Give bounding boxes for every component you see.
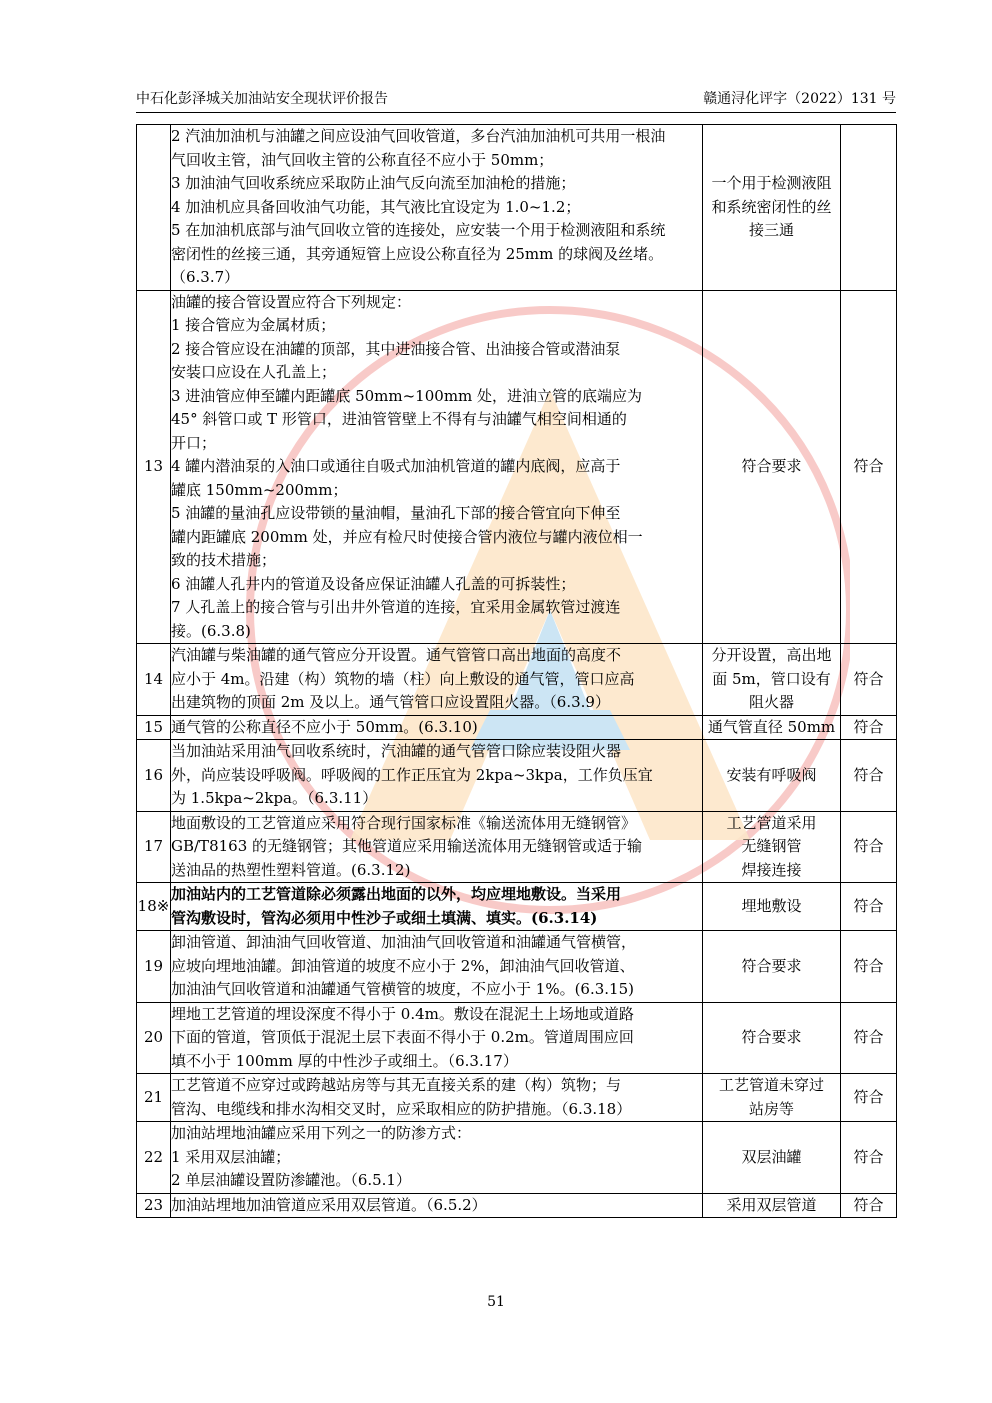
requirement-line: 7 人孔盖上的接合管与引出井外管道的连接，宜采用金属软管过渡连 [171, 598, 621, 616]
evaluation-table [136, 124, 897, 1218]
evaluation-result: 符合 [841, 290, 897, 644]
requirement-line: 4 加油机应具备回收油气功能，其气液比宜设定为 1.0~1.2； [171, 197, 581, 216]
requirement-line: 加油站内的工艺管道除必须露出地面的以外，均应埋地敷设。当采用 [171, 885, 622, 903]
item-number: 22 [137, 1122, 171, 1194]
requirement-text [171, 644, 703, 716]
page-header [136, 86, 896, 113]
requirement-line: 3 加油油气回收系统应采取防止油气反向流至加油枪的措施； [171, 174, 576, 192]
requirement-line: 地面敷设的工艺管道应采用符合现行国家标准《输送流体用无缝钢管》 [171, 813, 637, 832]
status-line: 符合要求 [741, 457, 802, 475]
requirement-line: 4 罐内潜油泵的入油口或通往自吸式加油机管道的罐内底阀，应高于 [171, 457, 621, 475]
requirement-text [171, 1074, 703, 1122]
requirement-text [171, 125, 703, 291]
item-number: 14 [137, 644, 171, 716]
evaluation-result [841, 125, 897, 291]
item-number: 17 [137, 811, 171, 883]
requirement-line: 油罐的接合管设置应符合下列规定： [171, 292, 412, 311]
requirement-line: 罐底 150mm~200mm； [171, 480, 348, 499]
requirement-line: 气回收主管，油气回收主管的公称直径不应小于 50mm； [171, 150, 554, 169]
item-number: 15 [137, 715, 171, 740]
requirement-line: 密闭性的丝接三通，其旁通短管上应设公称直径为 25mm 的球阀及丝堵。 [171, 244, 664, 263]
actual-status [703, 1074, 841, 1122]
evaluation-result: 符合 [841, 811, 897, 883]
requirement-line: 2 单层油罐设置防渗罐池。（6.5.1） [171, 1171, 411, 1189]
requirement-line: 卸油管道、卸油油气回收管道、加油油气回收管道和油罐通气管横管， [171, 933, 637, 951]
requirement-line: 6 油罐人孔井内的管道及设备应保证油罐人孔盖的可拆装性； [171, 574, 576, 593]
requirement-line: 5 在加油机底部与油气回收立管的连接处，应安装一个用于检测液阻和系统 [171, 221, 666, 239]
item-number [137, 125, 171, 291]
requirement-line: 汽油罐与柴油罐的通气管应分开设置。通气管管口高出地面的高度不 [171, 646, 622, 664]
requirement-line: 填不小于 100mm 厚的中性沙子或细土。（6.3.17） [171, 1051, 518, 1070]
actual-status [703, 931, 841, 1003]
evaluation-result: 符合 [841, 644, 897, 716]
status-line: 双层油罐 [741, 1147, 802, 1166]
requirement-text [171, 290, 703, 644]
requirement-line: 罐内距罐底 200mm 处，并应有检尺时使接合管内液位与罐内液位相一 [171, 527, 643, 546]
requirement-text [171, 883, 703, 931]
requirement-line: 出建筑物的顶面 2m 及以上。通气管管口应设置阻火器。（6.3.9） [171, 693, 610, 711]
evaluation-result: 符合 [841, 1002, 897, 1074]
table-row [137, 883, 897, 931]
item-number: 23 [137, 1193, 171, 1218]
status-line: 工艺管道未穿过 [718, 1076, 824, 1094]
table-row [137, 290, 897, 644]
requirement-line: 致的技术措施； [171, 551, 277, 569]
evaluation-result: 符合 [841, 1122, 897, 1194]
status-line: 分开设置，高出地 [711, 646, 832, 664]
requirement-line: （6.3.7） [171, 268, 240, 286]
requirement-text [171, 1122, 703, 1194]
table-row [137, 715, 897, 740]
requirement-line: 下面的管道，管顶低于混泥土层下表面不得小于 0.2m。管道周围应回 [171, 1028, 634, 1046]
requirement-line: 加油油气回收管道和油罐通气管横管的坡度，不应小于 1%。(6.3.15) [171, 980, 634, 998]
table-row [137, 1002, 897, 1074]
evaluation-result: 符合 [841, 883, 897, 931]
requirement-line: 送油品的热塑性塑料管道。(6.3.12) [171, 860, 411, 879]
status-line: 工艺管道采用 [726, 813, 817, 832]
requirement-line: 管沟敷设时，管沟必须用中性沙子或细土填满、填实。(6.3.14) [171, 908, 598, 927]
evaluation-result: 符合 [841, 715, 897, 740]
status-line: 安装有呼吸阀 [726, 765, 817, 784]
requirement-line: 1 采用双层油罐； [171, 1147, 291, 1166]
status-line: 一个用于检测液阻 [711, 174, 832, 192]
actual-status [703, 1122, 841, 1194]
requirement-text [171, 811, 703, 883]
actual-status [703, 644, 841, 716]
requirement-line: 1 接合管应为金属材质； [171, 316, 336, 334]
requirement-line: 加油站埋地加油管道应采用双层管道。（6.5.2） [171, 1195, 487, 1214]
requirement-text [171, 715, 703, 740]
actual-status [703, 883, 841, 931]
actual-status [703, 1193, 841, 1218]
requirement-line: 应坡向埋地油罐。卸油管道的坡度不应小于 2%，卸油油气回收管道、 [171, 956, 635, 975]
requirement-line: 应小于 4m。沿建（构）筑物的墙（柱）向上敷设的通气管，管口应高 [171, 669, 635, 688]
evaluation-result: 符合 [841, 740, 897, 812]
actual-status [703, 125, 841, 291]
table-row [137, 125, 897, 291]
evaluation-result: 符合 [841, 1193, 897, 1218]
requirement-text [171, 931, 703, 1003]
requirement-line: 接。(6.3.8) [171, 621, 251, 640]
requirement-line: 2 汽油加油机与油罐之间应设油气回收管道，多台汽油加油机可共用一根油 [171, 127, 666, 145]
requirement-line: 工艺管道不应穿过或跨越站房等与其无直接关系的建（构）筑物；与 [171, 1076, 622, 1094]
actual-status [703, 811, 841, 883]
requirement-line: 埋地工艺管道的埋设深度不得小于 0.4m。敷设在混泥土上场地或道路 [171, 1004, 634, 1023]
requirement-line: 管沟、电缆线和排水沟相交叉时，应采取相应的防护措施。（6.3.18） [171, 1099, 632, 1118]
requirement-line: 为 1.5kpa~2kpa。（6.3.11） [171, 789, 378, 807]
requirement-line: 45° 斜管口或 T 形管口，进油管管壁上不得有与油罐气相空间相通的 [171, 410, 627, 428]
table-row [137, 931, 897, 1003]
actual-status [703, 715, 841, 740]
item-number: 20 [137, 1002, 171, 1074]
status-line: 面 5m，管口设有 [712, 669, 831, 688]
table-row [137, 740, 897, 812]
item-number: 16 [137, 740, 171, 812]
requirement-line: 通气管的公称直径不应小于 50mm。(6.3.10) [171, 717, 478, 736]
status-line: 符合要求 [741, 956, 802, 975]
report-number: 赣通浔化评字（2022）131 号 [703, 91, 896, 107]
page-number: 51 [487, 1294, 505, 1310]
requirement-line: 安装口应设在人孔盖上； [171, 363, 337, 381]
item-number: 21 [137, 1074, 171, 1122]
requirement-text [171, 1193, 703, 1218]
table-row [137, 1193, 897, 1218]
evaluation-result: 符合 [841, 1074, 897, 1122]
item-number: 19 [137, 931, 171, 1003]
item-number: 18※ [137, 883, 171, 931]
requirement-line: 2 接合管应设在油罐的顶部，其中进油接合管、出油接合管或潜油泵 [171, 339, 621, 358]
requirement-line: 加油站埋地油罐应采用下列之一的防渗方式： [171, 1124, 472, 1142]
status-line: 阻火器 [748, 693, 794, 711]
requirement-line: GB/T8163 的无缝钢管；其他管道应采用输送流体用无缝钢管或适于输 [171, 837, 643, 855]
table-row [137, 811, 897, 883]
actual-status [703, 1002, 841, 1074]
requirement-text [171, 1002, 703, 1074]
requirement-line: 3 进油管应伸至罐内距罐底 50mm~100mm 处，进油立管的底端应为 [171, 386, 643, 405]
status-line: 焊接连接 [741, 860, 802, 879]
requirement-line: 当加油站采用油气回收系统时，汽油罐的通气管管口除应装设阻火器 [171, 742, 622, 760]
status-line: 埋地敷设 [741, 896, 802, 915]
status-line: 和系统密闭性的丝 [711, 197, 832, 216]
table-row [137, 1122, 897, 1194]
status-line: 接三通 [748, 221, 794, 239]
status-line: 站房等 [748, 1099, 794, 1118]
requirement-line: 外，尚应装设呼吸阀。呼吸阀的工作正压宜为 2kpa~3kpa，工作负压宜 [171, 765, 653, 784]
requirement-line: 5 油罐的量油孔应设带锁的量油帽，量油孔下部的接合管宜向下伸至 [171, 504, 621, 522]
actual-status [703, 740, 841, 812]
table-row [137, 1074, 897, 1122]
evaluation-result: 符合 [841, 931, 897, 1003]
requirement-text [171, 740, 703, 812]
table-row [137, 644, 897, 716]
status-line: 通气管直径 50mm [707, 717, 836, 736]
report-title: 中石化彭泽城关加油站安全现状评价报告 [136, 91, 388, 107]
requirement-line: 开口； [171, 433, 217, 452]
status-line: 符合要求 [741, 1028, 802, 1046]
actual-status [703, 290, 841, 644]
status-line: 无缝钢管 [741, 837, 802, 855]
status-line: 采用双层管道 [726, 1195, 817, 1214]
item-number: 13 [137, 290, 171, 644]
